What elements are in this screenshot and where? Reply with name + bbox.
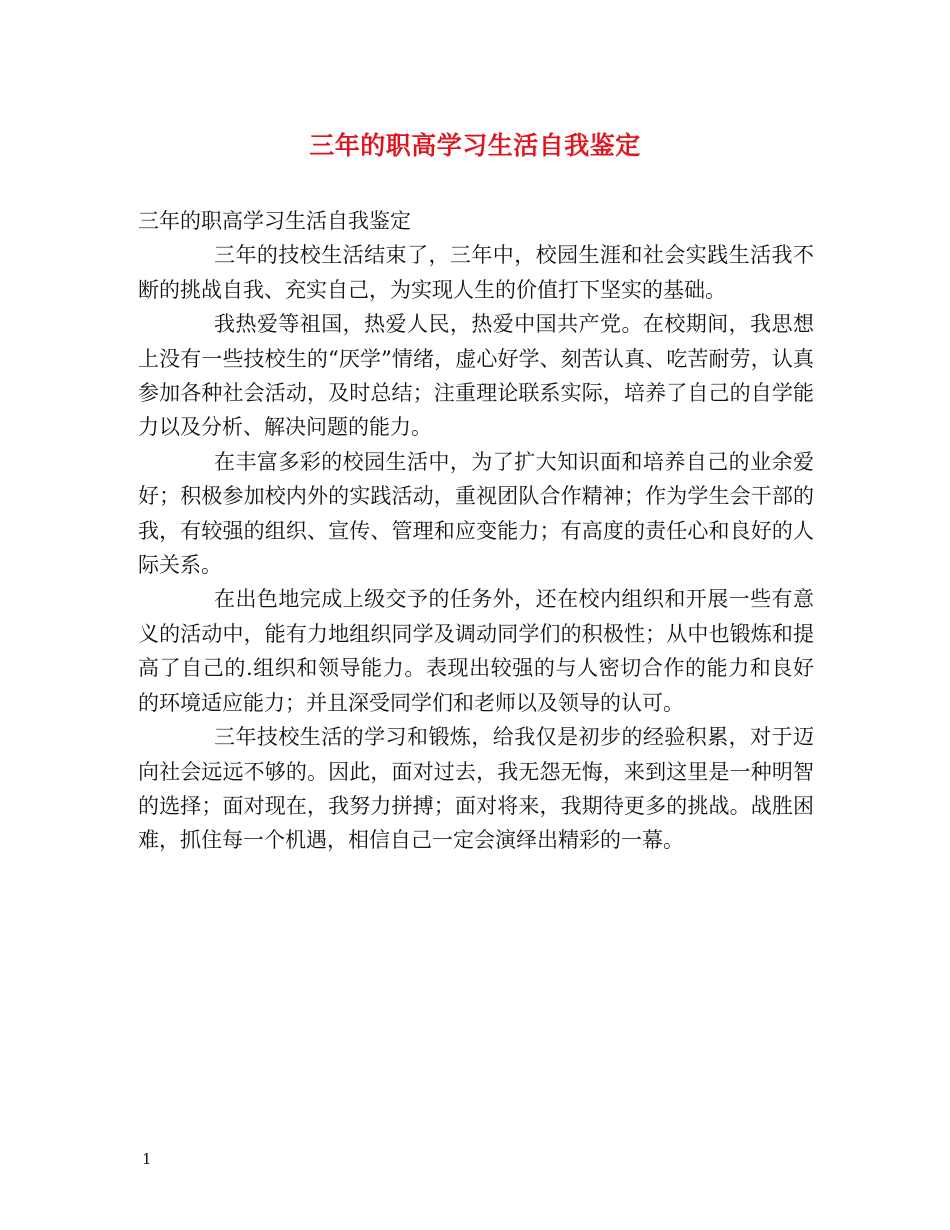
document-body <box>138 204 814 858</box>
paragraph-3: 在丰富多彩的校园生活中，为了扩大知识面和培养自己的业余爱好；积极参加校内外的实践活动，重视团队合作精神；作为学生会干部的我，有较强的组织、宣传、管理和应变能力；有高度的责任心和良好的人际关系。 <box>138 449 814 578</box>
page-number: 1 <box>142 1150 152 1168</box>
paragraph-2: 我热爱等祖国，热爱人民，热爱中国共产党。在校期间，我思想上没有一些技校生的“厌学”情绪，虚心好学、刻苦认真、吃苦耐劳，认真参加各种社会活动，及时总结；注重理论联系实际，培养了自己的自学能力以及分析、解决问题的能力。 <box>138 312 814 440</box>
paragraph-4: 在出色地完成上级交予的任务外，还在校内组织和开展一些有意义的活动中，能有力地组织同学及调动同学们的积极性；从中也锻炼和提高了自己的.组织和领导能力。表现出较强的与人密切合作的能力和良好的环境适应能力；并且深受同学们和老师以及领导的认可。 <box>138 587 814 715</box>
paragraph-1: 三年的技校生活结束了，三年中，校园生涯和社会实践生活我不断的挑战自我、充实自己，为实现人生的价值打下坚实的基础。 <box>138 243 814 302</box>
paragraph-5: 三年技校生活的学习和锻炼，给我仅是初步的经验积累，对于迈向社会远远不够的。因此，面对过去，我无怨无悔，来到这里是一种明智的选择；面对现在，我努力拼搏；面对将来，我期待更多的挑战。战胜困难，抓住每一个机遇，相信自己一定会演绎出精彩的一幕。 <box>138 725 814 853</box>
document-subtitle: 三年的职高学习生活自我鉴定 <box>138 209 411 233</box>
document-title: 三年的职高学习生活自我鉴定 <box>309 131 641 160</box>
